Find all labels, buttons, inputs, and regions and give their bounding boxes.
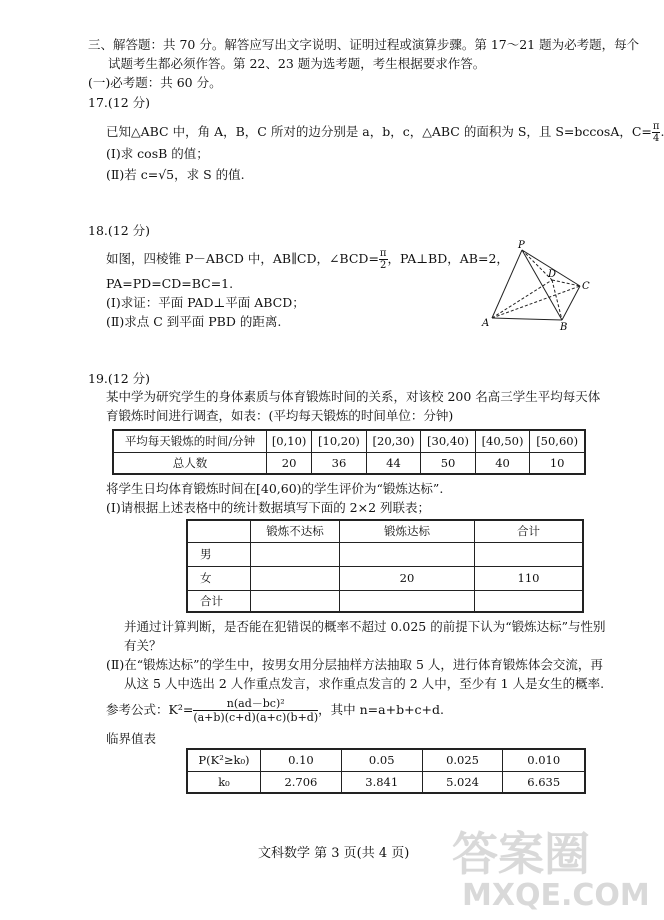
ct-row-label: 男 <box>187 542 251 566</box>
q17-stem: 已知△ABC 中，角 A，B，C 所对的边分别是 a，b，c，△ABC 的面积为 S，且 S=bccosA，C= $\frac{\pi}{4}$ <box>106 121 660 144</box>
fig-label-C: C <box>582 281 590 292</box>
contingency-table <box>186 519 584 613</box>
ct-cell <box>251 590 340 612</box>
pyramid-figure <box>480 240 590 332</box>
count-cell: 50 <box>421 452 476 474</box>
cv-cell: 6.635 <box>503 771 585 793</box>
count-cell: 40 <box>475 452 530 474</box>
q18-part2: (Ⅱ)求点 C 到平面 PBD 的距离. <box>106 314 282 329</box>
cv-cell: 0.010 <box>503 749 585 771</box>
cv-row-label: k₀ <box>187 771 261 793</box>
q17-part2: (Ⅱ)若 c=√5，求 S 的值. <box>106 167 245 182</box>
ct-header: 合计 <box>475 520 584 542</box>
q19-number: 19.(12 分) <box>88 371 151 386</box>
q19-part1-cont1: 并通过计算判断，是否能在犯错误的概率不超过 0.025 的前提下认为“锻炼达标”与性别 <box>124 619 606 634</box>
cv-cell: 0.10 <box>261 749 342 771</box>
cv-row-label: P(K²≥k₀) <box>187 749 261 771</box>
fig-label-B: B <box>560 322 568 333</box>
section-header-line1: 三、解答题：共 70 分。解答应写出文字说明、证明过程或演算步骤。第 17～21 题为必考题，每个 <box>88 37 640 52</box>
interval-cell: [40,50) <box>475 430 530 452</box>
interval-cell: [30,40) <box>421 430 476 452</box>
q17-number: 17.(12 分) <box>88 95 151 110</box>
ct-cell <box>251 566 340 590</box>
time-distribution-table <box>112 429 586 475</box>
count-cell: 36 <box>312 452 367 474</box>
count-cell: 10 <box>530 452 585 474</box>
cv-cell: 5.024 <box>422 771 503 793</box>
cv-cell: 0.025 <box>422 749 503 771</box>
ct-cell <box>340 542 475 566</box>
fig-label-A: A <box>482 318 490 329</box>
ct-cell: 110 <box>475 566 584 590</box>
section-header-line2: 试题考生都必须作答。第 22、23 题为选考题，考生根据要求作答。 <box>108 56 486 71</box>
q17-part1: (Ⅰ)求 cosB 的值； <box>106 146 209 161</box>
row-header-count: 总人数 <box>113 452 267 474</box>
watermark-url: MXQE.COM <box>462 878 650 913</box>
critical-value-title: 临界值表 <box>106 731 157 746</box>
ct-row-label: 女 <box>187 566 251 590</box>
q18-number: 18.(12 分) <box>88 223 151 238</box>
q19-part2-line2: 从这 5 人中选出 2 人作重点发言，求作重点发言的 2 人中，至少有 1 人是女生的概率. <box>124 676 605 691</box>
reference-formula: 参考公式：K²= $\frac{\text{n(ad－bc)²}}{(a+b)(c+d)(a+c)(b+d)}$ ，其中 n=a+b+c+d. <box>106 697 444 724</box>
count-cell: 44 <box>366 452 421 474</box>
fig-label-D: D <box>548 269 557 280</box>
q18-line2: PA=PD=CD=BC=1. <box>106 276 234 291</box>
q19-part1: (Ⅰ)请根据上述表格中的统计数据填写下面的 2×2 列联表； <box>106 500 431 515</box>
page-footer: 文科数学 第 3 页(共 4 页) <box>258 846 410 861</box>
fig-label-P: P <box>518 240 525 251</box>
q19-rule: 将学生日均体育锻炼时间在[40,60)的学生评价为“锻炼达标”. <box>106 481 444 496</box>
watermark-logo: 答案圈 <box>452 827 590 881</box>
ct-cell <box>475 590 584 612</box>
cv-cell: 2.706 <box>261 771 342 793</box>
cv-cell: 0.05 <box>341 749 422 771</box>
interval-cell: [20,30) <box>366 430 421 452</box>
section-required: (一)必考题：共 60 分。 <box>88 75 222 90</box>
q18-stem: 如图，四棱锥 P－ABCD 中，AB∥CD，∠BCD= $\frac{\pi}{2}$ ，PA⊥BD，AB=2， <box>106 248 509 271</box>
interval-cell: [10,20) <box>312 430 367 452</box>
q19-stem1: 某中学为研究学生的身体素质与体育锻炼时间的关系，对该校 200 名高三学生平均每天体 <box>106 389 601 404</box>
q19-part1-cont2: 有关？ <box>124 638 162 653</box>
ct-header: 锻炼达标 <box>340 520 475 542</box>
count-cell: 20 <box>267 452 312 474</box>
interval-cell: [50,60) <box>530 430 585 452</box>
q18-part1: (Ⅰ)求证：平面 PAD⊥平面 ABCD； <box>106 295 305 310</box>
ct-cell: 20 <box>340 566 475 590</box>
ct-row-label: 合计 <box>187 590 251 612</box>
row-header-time: 平均每天锻炼的时间/分钟 <box>113 430 267 452</box>
ct-cell <box>340 590 475 612</box>
q19-part2-line1: (Ⅱ)在“锻炼达标”的学生中，按男女用分层抽样方法抽取 5 人，进行体育锻炼体会交流，再 <box>106 657 603 672</box>
ct-header <box>187 520 251 542</box>
interval-cell: [0,10) <box>267 430 312 452</box>
cv-cell: 3.841 <box>341 771 422 793</box>
ct-cell <box>475 542 584 566</box>
ct-header: 锻炼不达标 <box>251 520 340 542</box>
ct-cell <box>251 542 340 566</box>
critical-value-table <box>186 748 586 794</box>
q19-stem2: 育锻炼时间进行调查，如表：(平均每天锻炼的时间单位：分钟) <box>106 408 454 423</box>
